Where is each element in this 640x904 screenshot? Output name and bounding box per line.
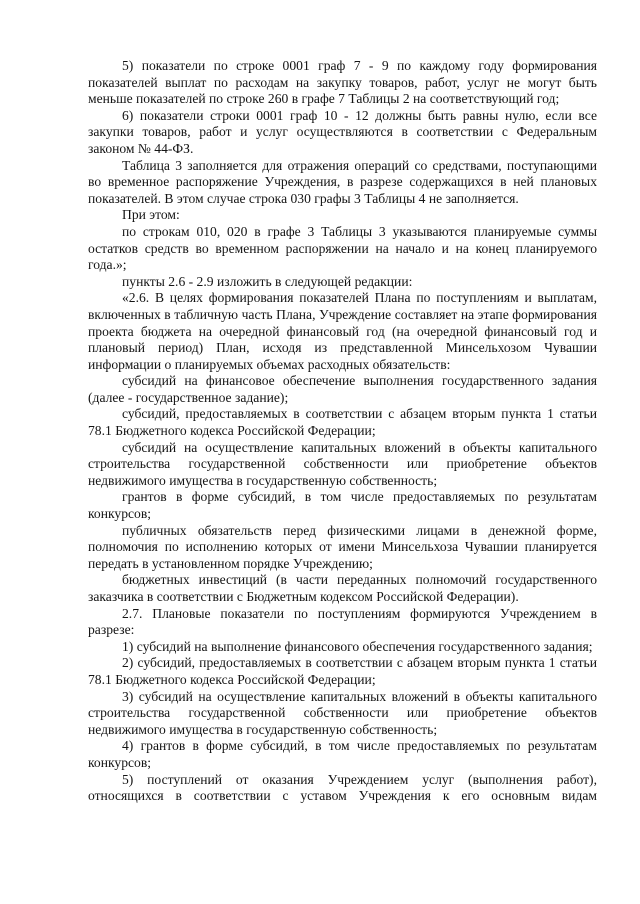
paragraph-list-1: 1) субсидий на выполнение финансового обеспечения государственного задания; [122, 638, 593, 654]
paragraph-list-5: 5) поступлений от оказания Учреждением услуг (выполнения работ), относящихся в соответствии с уставом Учреждения к его основным видам [88, 771, 597, 804]
paragraph-points-intro: пункты 2.6 - 2.9 изложить в следующей редакции: [122, 273, 413, 289]
paragraph-item-5: 5) показатели по строке 0001 граф 7 - 9 по каждому году формирования показателей выплат по расходам на закупку товаров, работ, услуг не могут быть меньше показателей по строке 260 в графе 7 Таблицы 2 на соответствующий год; [88, 58, 597, 107]
paragraph-grants: грантов в форме субсидий, в том числе предоставляемых по результатам конкурсов; [88, 489, 597, 522]
document-page [88, 58, 597, 805]
paragraph-list-4: 4) грантов в форме субсидий, в том числе предоставляемых по результатам конкурсов; [88, 738, 597, 770]
paragraph-list-3: 3) субсидий на осуществление капитальных вложений в объекты капитального строительства государственной собственности или приобретение объектов недвижимого имущества в государственную собственность; [88, 688, 597, 737]
paragraph-item-6: 6) показатели строки 0001 граф 10 - 12 должны быть равны нулю, если все закупки товаров, работ и услуг осуществляются в соответствии с Федеральным законом № 44-ФЗ. [88, 107, 597, 156]
paragraph-2-6: «2.6. В целях формирования показателей Плана по поступлениям и выплатам, включенных в табличную часть Плана, Учреждение составляет на этапе формирования проекта бюджета на очередной финансовый год (на очередной финансовый год и плановый период) План, исходя из представленной Минсельхозом Чувашии информации о планируемых объемах расходных обязательств: [88, 290, 597, 372]
paragraph-at-that: При этом: [122, 207, 180, 223]
paragraph-table3-description: Таблица 3 заполняется для отражения операций со средствами, поступающими во временное распоряжение Учреждения, в разрезе содержащихся в ней плановых показателей. В этом случае строка 030 графы 3 Таблицы 4 не заполняется. [88, 157, 597, 206]
paragraph-budget-investments: бюджетных инвестиций (в части переданных полномочий государственного заказчика в соответствии с Бюджетным кодексом Российской Федерации). [88, 572, 597, 604]
paragraph-subsidy-capital: субсидий на осуществление капитальных вложений в объекты капитального строительства государственной собственности или приобретение объектов недвижимого имущества в государственную собственность; [88, 439, 597, 488]
paragraph-subsidy-state-task: субсидий на финансовое обеспечение выполнения государственного задания (далее - государственное задание); [88, 373, 597, 405]
paragraph-public-obligations: публичных обязательств перед физическими лицами в денежной форме, полномочия по исполнению которых от имени Минсельхоза Чувашии планируется передать в установленном порядке Учреждению; [88, 522, 597, 571]
paragraph-rows-010-020: по строкам 010, 020 в графе 3 Таблицы 3 указываются планируемые суммы остатков средств во временном распоряжении на начало и на конец планируемого года.»; [88, 223, 597, 273]
paragraph-2-7: 2.7. Плановые показатели по поступлениям формируются Учреждением в разрезе: [88, 605, 597, 638]
paragraph-list-2: 2) субсидий, предоставляемых в соответствии с абзацем вторым пункта 1 статьи 78.1 Бюджетного кодекса Российской Федерации; [88, 655, 597, 687]
paragraph-subsidy-78-1: субсидий, предоставляемых в соответствии с абзацем вторым пункта 1 статьи 78.1 Бюджетного кодекса Российской Федерации; [88, 406, 597, 439]
